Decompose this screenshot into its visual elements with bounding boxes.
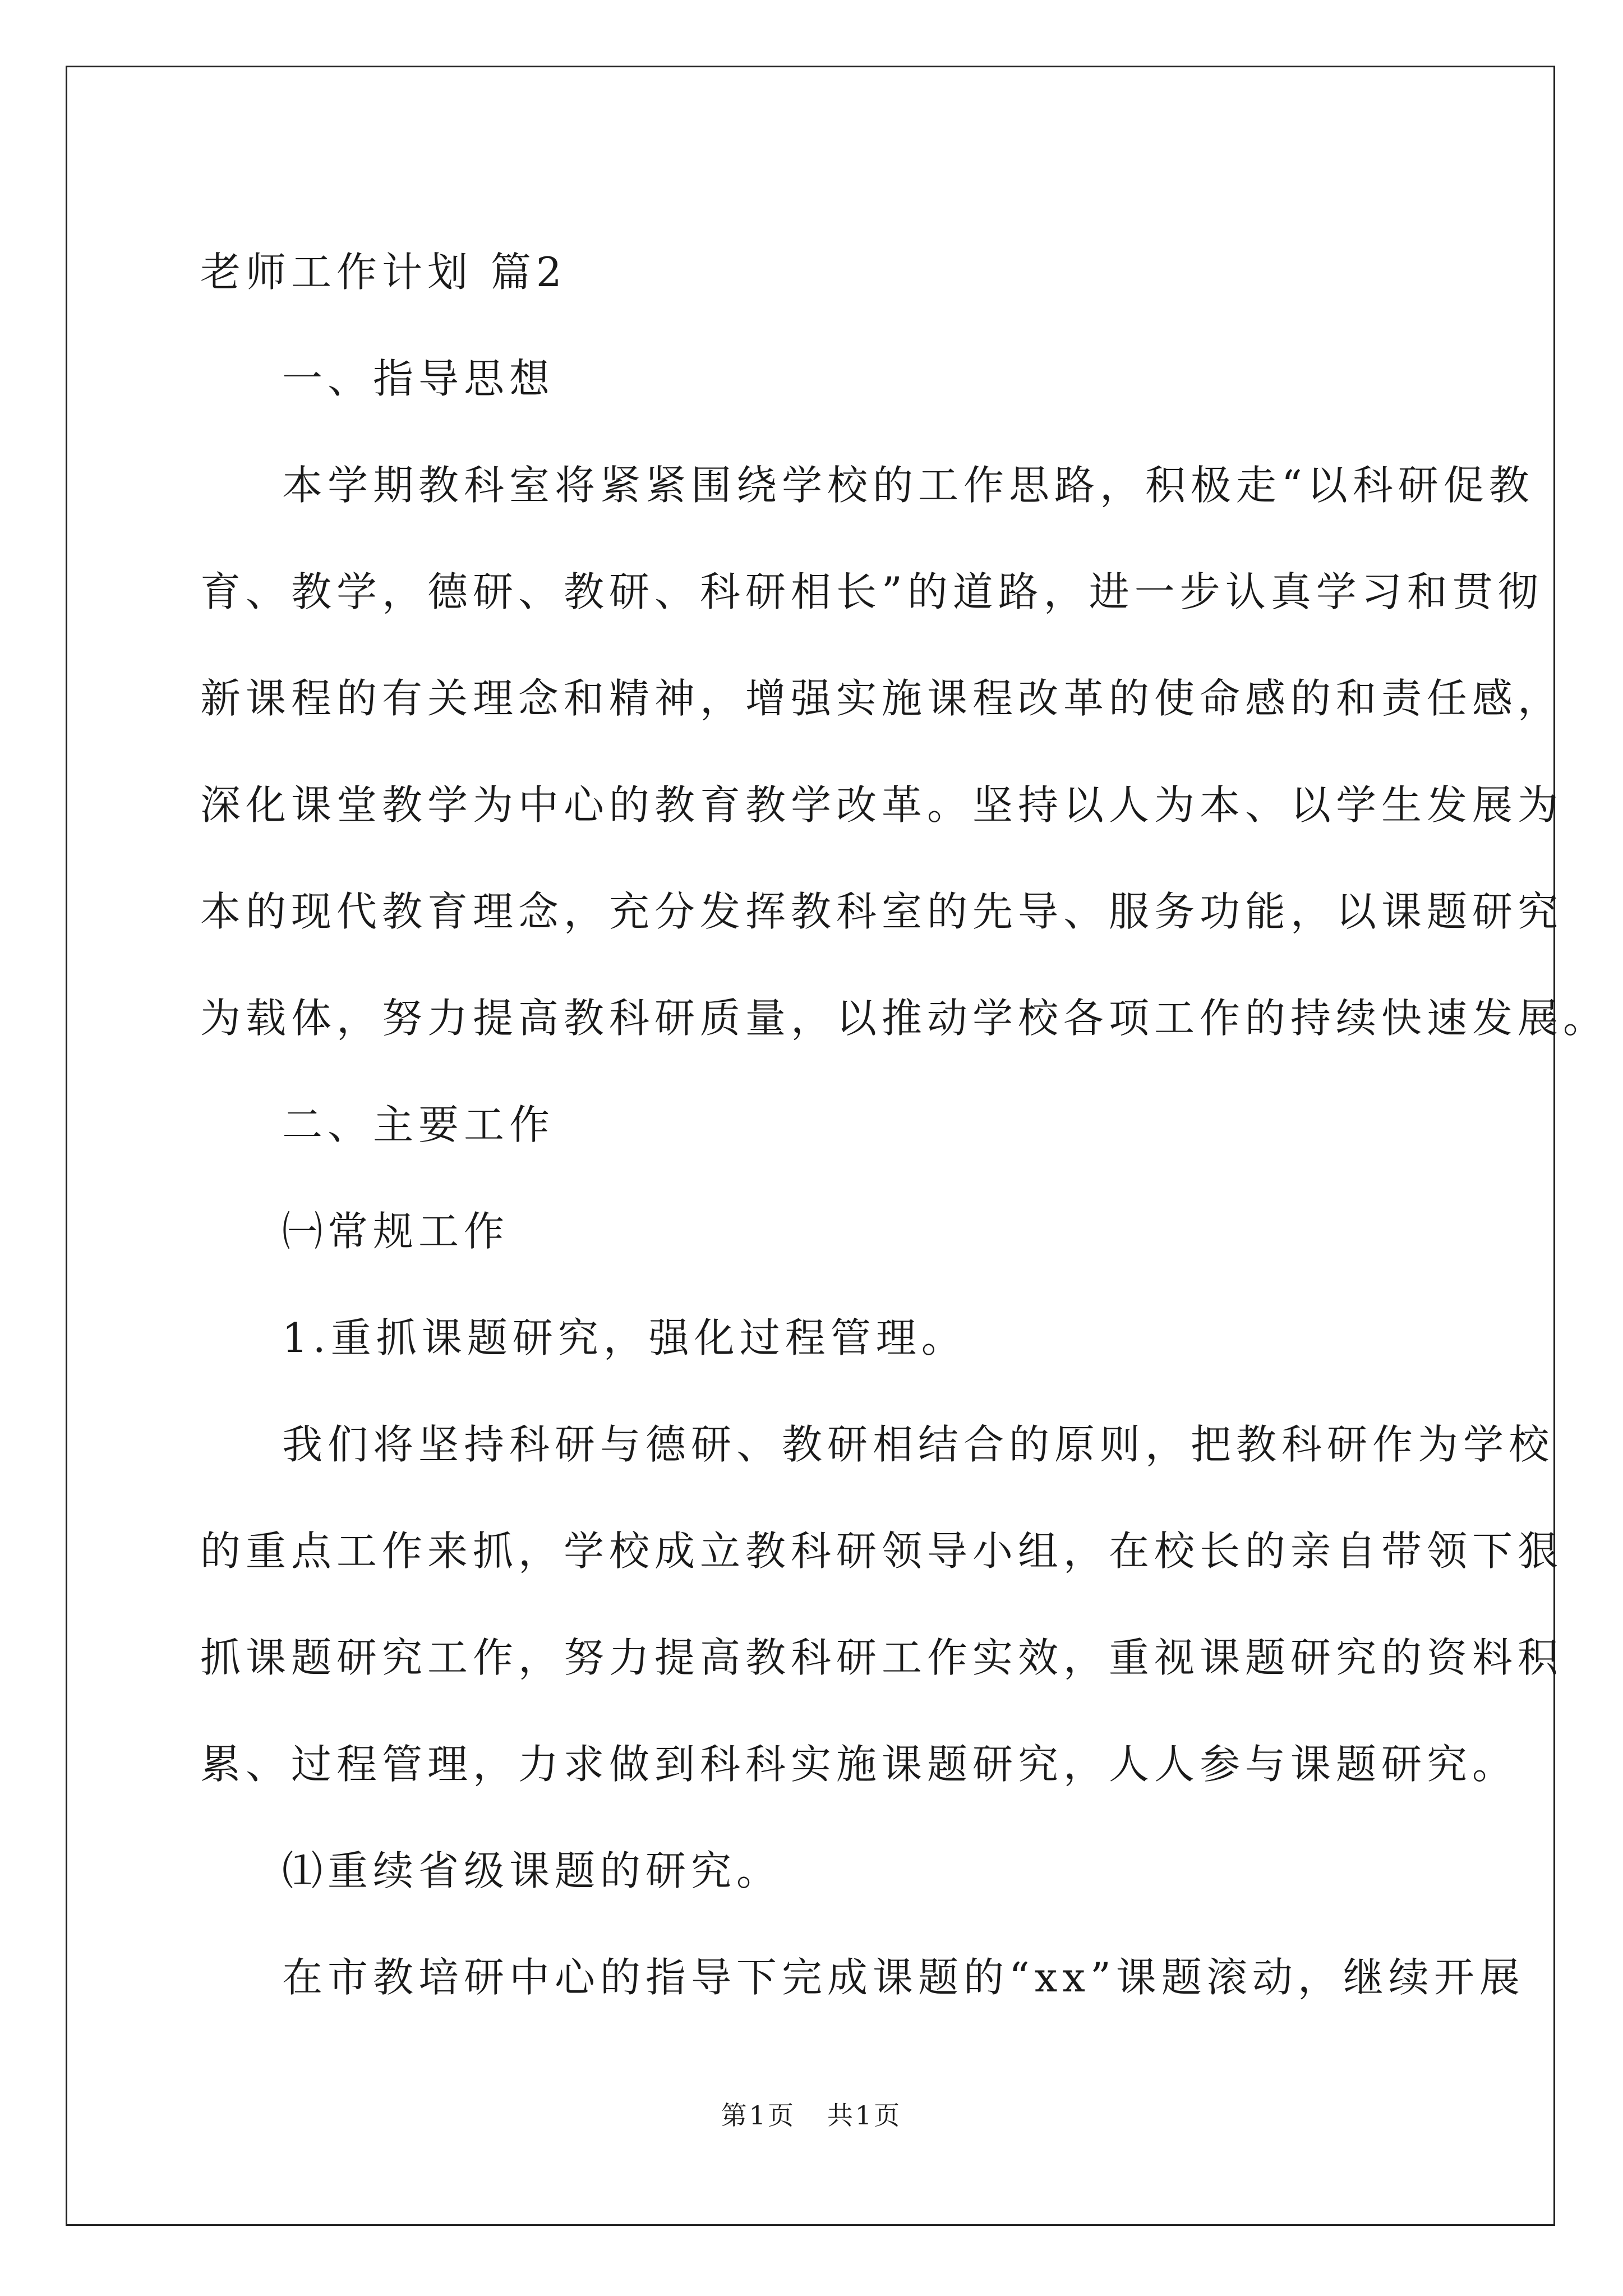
text-line: 抓课题研究工作，努力提高教科研工作实效，重视课题研究的资料积: [200, 1634, 1564, 1681]
page-number-footer: 第1页 共1页: [721, 2100, 902, 2131]
document-title: 老师工作计划 篇2: [200, 249, 567, 296]
text-line: 本的现代教育理念，充分发挥教科室的先导、服务功能，以课题研究: [200, 888, 1564, 935]
text-line: 新课程的有关理念和精神，增强实施课程改革的使命感的和责任感，: [200, 675, 1564, 722]
text-line: 我们将坚持科研与德研、教研相结合的原则，把教科研作为学校: [282, 1421, 1555, 1468]
heading-research-item: 1.重抓课题研究，强化过程管理。: [282, 1314, 967, 1361]
text-line: 本学期教科室将紧紧围绕学校的工作思路，积极走“以科研促教: [282, 462, 1534, 509]
heading-main-work: 二、主要工作: [282, 1101, 555, 1148]
document-body: [200, 219, 1609, 2031]
text-line: 累、过程管理，力求做到科科实施课题研究，人人参与课题研究。: [200, 1741, 1518, 1788]
text-line: 为载体，努力提高教科研质量，以推动学校各项工作的持续快速发展。: [200, 995, 1609, 1042]
text-line: 的重点工作来抓，学校成立教科研领导小组，在校长的亲自带领下狠: [200, 1527, 1564, 1575]
heading-guiding-ideology: 一、指导思想: [282, 355, 555, 402]
text-line: 育、教学，德研、教研、科研相长”的道路，进一步认真学习和贯彻: [200, 568, 1543, 615]
text-line: 在市教培研中心的指导下完成课题的“xx”课题滚动，继续开展: [282, 1954, 1525, 2001]
text-line: 深化课堂教学为中心的教育教学改革。坚持以人为本、以学生发展为: [200, 781, 1564, 829]
heading-routine-work: ㈠常规工作: [282, 1208, 510, 1255]
heading-provincial-research: ⑴重续省级课题的研究。: [282, 1847, 782, 1894]
